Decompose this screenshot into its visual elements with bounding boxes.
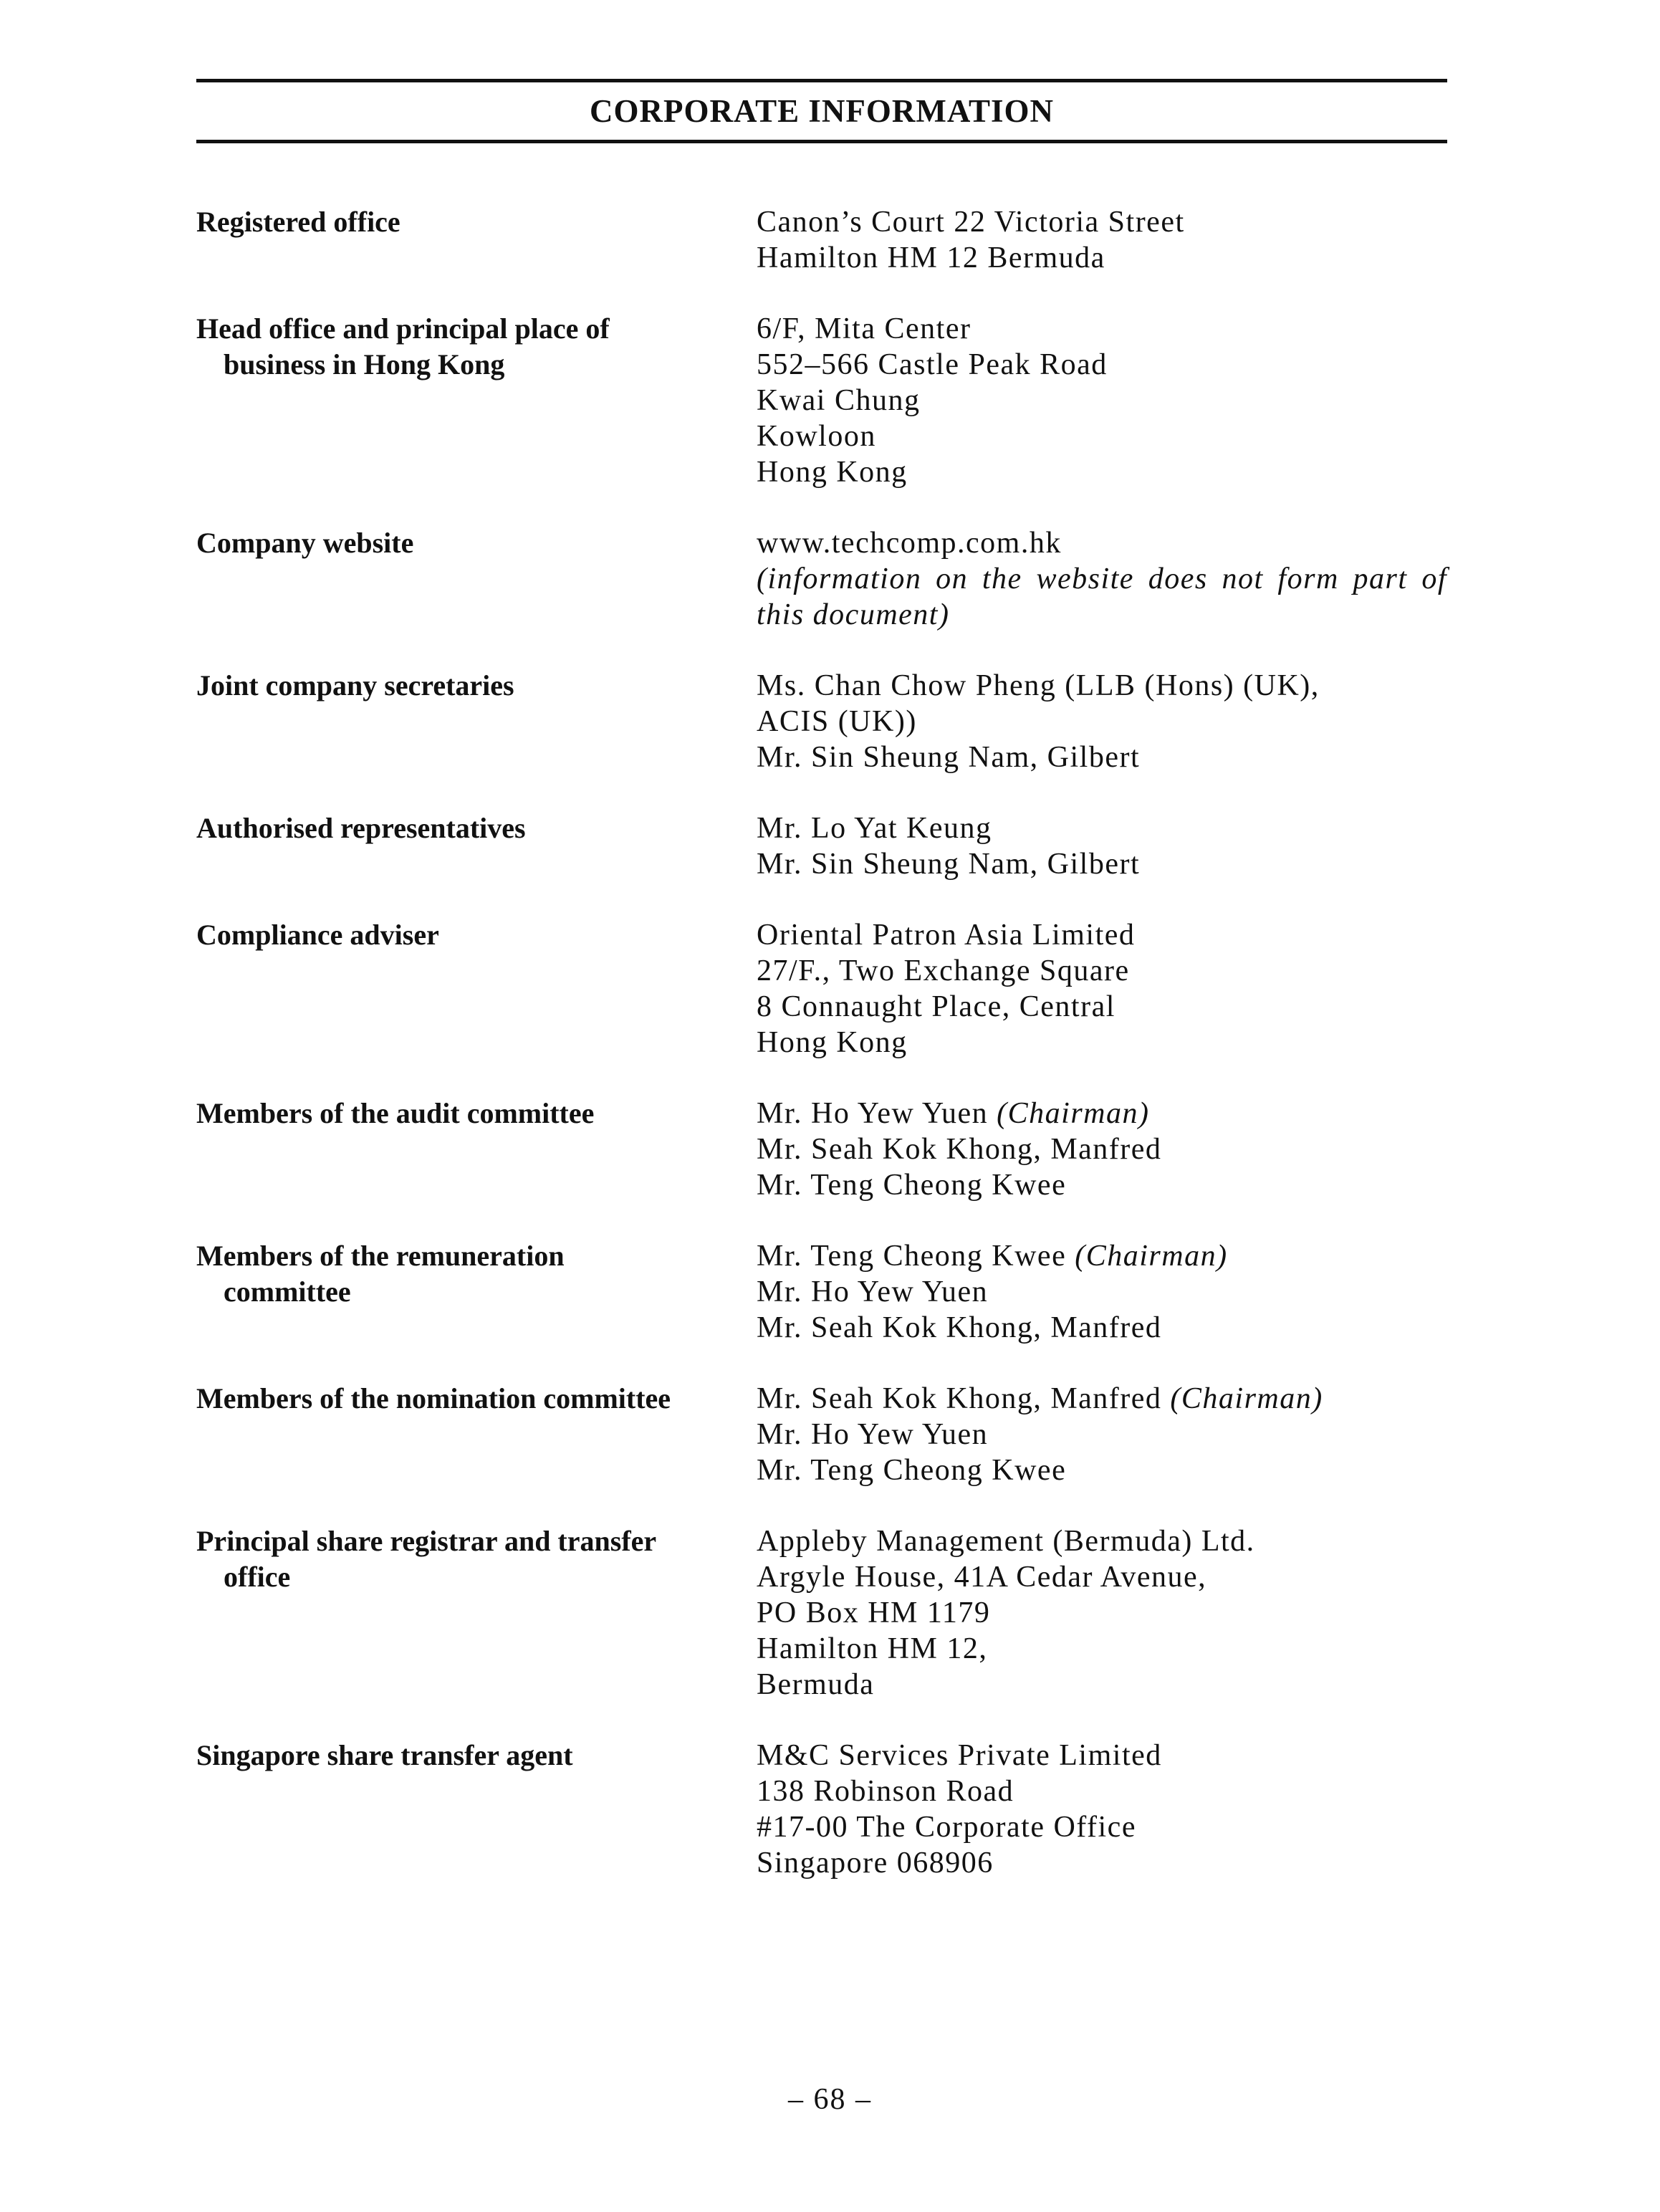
chairman-tag: (Chairman) (1170, 1382, 1323, 1415)
info-row-nomination-committee (196, 1381, 1447, 1488)
value-line: Bermuda (757, 1668, 875, 1701)
label-line: Members of the nomination committee (196, 1382, 671, 1414)
value-line: Singapore 068906 (757, 1847, 994, 1880)
row-label (196, 1238, 757, 1310)
info-row-audit-committee (196, 1096, 1447, 1203)
member-name: Mr. Ho Yew Yuen (757, 1097, 989, 1130)
chairman-tag: (Chairman) (1075, 1240, 1228, 1273)
label-line: Members of the remuneration (196, 1240, 565, 1272)
info-row-remuneration-committee (196, 1238, 1447, 1346)
label-line: business in Hong Kong (224, 348, 505, 380)
value-line: Canon’s Court 22 Victoria Street (757, 206, 1185, 239)
row-label (196, 1096, 757, 1131)
info-row-company-website (196, 525, 1447, 633)
page-title: CORPORATE INFORMATION (589, 92, 1055, 129)
info-row-head-office (196, 311, 1447, 490)
label-line: Singapore share transfer agent (196, 1739, 573, 1771)
row-value (757, 525, 1447, 633)
value-line: 27/F., Two Exchange Square (757, 954, 1130, 987)
info-row-compliance-adviser (196, 917, 1447, 1060)
value-line: 552–566 Castle Peak Road (757, 348, 1108, 381)
row-value (757, 1381, 1447, 1488)
value-line (757, 1096, 1447, 1131)
row-value (757, 1738, 1447, 1881)
value-line: Mr. Teng Cheong Kwee (757, 1454, 1067, 1487)
row-value (757, 917, 1447, 1060)
row-label (196, 204, 757, 240)
value-line: Ms. Chan Chow Pheng (LLB (Hons) (UK), (757, 669, 1320, 702)
section-header (196, 79, 1447, 143)
row-value (757, 1523, 1447, 1703)
value-line: Mr. Seah Kok Khong, Manfred (757, 1311, 1162, 1344)
label-line: Members of the audit committee (196, 1097, 595, 1129)
value-line: Kwai Chung (757, 384, 921, 417)
value-line: Hong Kong (757, 1026, 908, 1059)
value-line: #17-00 The Corporate Office (757, 1811, 1136, 1844)
row-value (757, 204, 1447, 276)
label-line: Authorised representatives (196, 812, 526, 844)
label-line: Joint company secretaries (196, 669, 514, 702)
label-line: Principal share registrar and transfer (196, 1525, 657, 1557)
website-note-line: (information on the website does not form part of (757, 562, 1447, 595)
info-row-registered-office (196, 204, 1447, 276)
row-value (757, 810, 1447, 882)
label-line: Head office and principal place of (196, 312, 610, 345)
row-label (196, 668, 757, 704)
member-name: Mr. Seah Kok Khong, Manfred (757, 1382, 1162, 1415)
value-line: 6/F, Mita Center (757, 312, 971, 345)
chairman-tag: (Chairman) (997, 1097, 1150, 1130)
value-line: Mr. Sin Sheung Nam, Gilbert (757, 848, 1141, 881)
row-label (196, 1523, 757, 1595)
row-value (757, 311, 1447, 490)
page-number: – 68 – (788, 2083, 872, 2116)
value-line: ACIS (UK)) (757, 705, 917, 738)
row-label (196, 917, 757, 953)
value-line (757, 1381, 1447, 1417)
row-value (757, 1096, 1447, 1203)
member-name: Mr. Teng Cheong Kwee (757, 1240, 1067, 1273)
row-label (196, 525, 757, 561)
value-line: Mr. Ho Yew Yuen (757, 1418, 989, 1451)
info-row-singapore-share-transfer-agent (196, 1738, 1447, 1881)
value-line: Mr. Ho Yew Yuen (757, 1275, 989, 1308)
value-line: Hamilton HM 12 Bermuda (757, 241, 1105, 274)
row-label (196, 1738, 757, 1773)
website-link[interactable]: www.techcomp.com.hk (757, 527, 1062, 560)
website-note-line: this document) (757, 598, 950, 631)
value-line: Mr. Sin Sheung Nam, Gilbert (757, 741, 1141, 774)
value-line: M&C Services Private Limited (757, 1739, 1162, 1772)
row-label (196, 810, 757, 846)
value-line: Oriental Patron Asia Limited (757, 919, 1136, 952)
label-line: Compliance adviser (196, 919, 439, 951)
value-line: Mr. Teng Cheong Kwee (757, 1169, 1067, 1202)
value-line: Kowloon (757, 420, 876, 453)
value-line: Argyle House, 41A Cedar Avenue, (757, 1561, 1207, 1594)
value-line: 138 Robinson Road (757, 1775, 1014, 1808)
value-line: Hamilton HM 12, (757, 1632, 988, 1665)
label-line: committee (224, 1275, 351, 1308)
corporate-info-list (196, 204, 1447, 1916)
label-line: Company website (196, 527, 414, 559)
row-label (196, 1381, 757, 1417)
row-label (196, 311, 757, 383)
value-line: Mr. Lo Yat Keung (757, 812, 992, 845)
value-line: 8 Connaught Place, Central (757, 990, 1116, 1023)
info-row-authorised-representatives (196, 810, 1447, 882)
label-line: office (224, 1561, 291, 1593)
value-line: Hong Kong (757, 456, 908, 489)
value-line: PO Box HM 1179 (757, 1596, 991, 1629)
label-line: Registered office (196, 206, 400, 238)
value-line (757, 1238, 1447, 1274)
row-value (757, 1238, 1447, 1346)
value-line: Mr. Seah Kok Khong, Manfred (757, 1133, 1162, 1166)
info-row-principal-share-registrar (196, 1523, 1447, 1703)
info-row-joint-company-secretaries (196, 668, 1447, 775)
value-line: Appleby Management (Bermuda) Ltd. (757, 1525, 1255, 1558)
row-value (757, 668, 1447, 775)
